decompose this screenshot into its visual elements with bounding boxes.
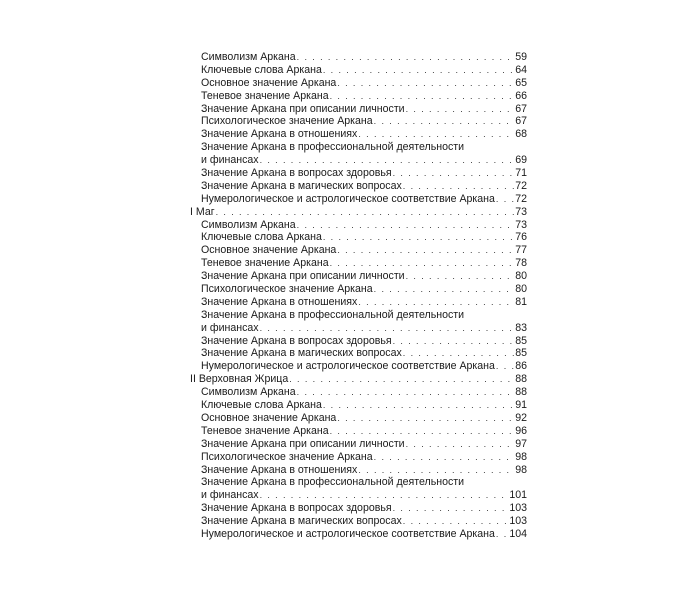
toc-entry-title: Ключевые слова Аркана	[201, 231, 322, 244]
toc-entry[interactable]	[190, 515, 527, 528]
dot-leader	[260, 154, 514, 167]
toc-entry[interactable]	[190, 399, 527, 412]
dot-leader	[403, 347, 514, 360]
toc-entry-title: Нумерологическое и астрологическое соответствие Аркана	[201, 527, 495, 540]
dot-leader	[358, 296, 514, 309]
toc-entry-title: Значение Аркана в вопросах здоровья	[201, 334, 392, 347]
dot-leader	[330, 257, 514, 270]
toc-page-number: 67	[515, 102, 527, 115]
toc-entry-title: Значение Аркана в магических вопросах	[201, 515, 402, 528]
toc-page-number: 97	[515, 437, 527, 450]
toc-page-number: 77	[515, 244, 527, 257]
toc-entry-title: Символизм Аркана	[201, 51, 296, 63]
toc-entry[interactable]	[190, 77, 527, 90]
toc-entry[interactable]	[190, 128, 527, 141]
toc-page-number: 83	[515, 321, 527, 334]
toc-page-number: 81	[515, 295, 527, 308]
dot-leader	[403, 180, 514, 193]
dot-leader	[393, 167, 514, 180]
dot-leader	[260, 489, 509, 502]
toc-entry-title: Значение Аркана в вопросах здоровья	[201, 167, 392, 180]
toc-page-number: 78	[515, 257, 527, 270]
toc-entry-title: Теневое значение Аркана	[201, 257, 329, 270]
toc-entry-title: Значение Аркана в отношениях	[201, 463, 358, 476]
toc-entry[interactable]	[190, 502, 527, 515]
toc-page-number: 67	[515, 115, 527, 128]
dot-leader	[406, 103, 514, 116]
dot-leader	[496, 360, 514, 373]
toc-page-number: 98	[515, 463, 527, 476]
toc-entry[interactable]	[190, 244, 527, 257]
dot-leader	[403, 515, 509, 528]
dot-leader	[323, 231, 514, 244]
toc-page-number: 85	[515, 334, 527, 347]
toc-entry-title: Значение Аркана при описании личности	[201, 102, 405, 115]
toc-entry-title: Основное значение Аркана	[201, 411, 337, 424]
toc-entry[interactable]	[190, 154, 527, 167]
dot-leader	[323, 64, 514, 77]
dot-leader	[496, 528, 508, 541]
toc-entry[interactable]	[190, 64, 527, 77]
toc-entry-title: Значение Аркана в профессиональной деятельности	[201, 476, 465, 489]
toc-page-number: 76	[515, 231, 527, 244]
toc-entry[interactable]	[190, 115, 527, 128]
toc-chapter-title: I Маг	[190, 205, 215, 218]
toc-page-number: 103	[509, 515, 527, 528]
toc-page-number: 72	[515, 192, 527, 205]
toc-page-number: 71	[515, 167, 527, 180]
toc-entry-title: Значение Аркана в вопросах здоровья	[201, 502, 392, 515]
toc-page-number: 59	[515, 51, 527, 63]
toc-entry-title-line[interactable]	[190, 309, 527, 322]
toc-page-number: 88	[515, 373, 527, 386]
toc-entry-title: Нумерологическое и астрологическое соответствие Аркана	[201, 360, 495, 373]
toc-entry[interactable]	[190, 231, 527, 244]
dot-leader	[216, 206, 514, 219]
dot-leader	[289, 373, 514, 386]
toc-page-number: 96	[515, 424, 527, 437]
toc-entry-title: Теневое значение Аркана	[201, 89, 329, 102]
dot-leader	[358, 128, 514, 141]
toc-entry[interactable]	[190, 270, 527, 283]
dot-leader	[297, 51, 514, 64]
toc-page-number: 69	[515, 154, 527, 167]
toc-page-number: 88	[515, 386, 527, 399]
dot-leader	[337, 77, 514, 90]
toc-chapter-title: II Верховная Жрица	[190, 373, 289, 386]
dot-leader	[406, 438, 514, 451]
toc-entry-title: Основное значение Аркана	[201, 244, 337, 257]
table-of-contents	[190, 51, 527, 541]
toc-entry-title-line[interactable]	[190, 476, 527, 489]
dot-leader	[374, 115, 514, 128]
toc-entry-title: Ключевые слова Аркана	[201, 399, 322, 412]
toc-page-number: 73	[515, 218, 527, 231]
dot-leader	[406, 270, 514, 283]
toc-page-number: 104	[509, 527, 527, 540]
toc-entry-title: и финансах	[201, 154, 259, 167]
toc-page-number: 86	[515, 360, 527, 373]
dot-leader	[374, 283, 514, 296]
toc-entry[interactable]	[190, 451, 527, 464]
toc-page-number: 92	[515, 411, 527, 424]
toc-entry[interactable]	[190, 425, 527, 438]
toc-entry-title: Значение Аркана при описании личности	[201, 270, 405, 283]
toc-entry[interactable]	[190, 347, 527, 360]
dot-leader	[337, 412, 514, 425]
toc-entry-title: Значение Аркана в отношениях	[201, 128, 358, 141]
toc-entry[interactable]	[190, 51, 527, 64]
toc-entry-title: Психологическое значение Аркана	[201, 115, 373, 128]
toc-entry[interactable]	[190, 219, 527, 232]
toc-entry-title: Значение Аркана в отношениях	[201, 295, 358, 308]
toc-entry[interactable]	[190, 257, 527, 270]
toc-entry-title: и финансах	[201, 321, 259, 334]
dot-leader	[323, 399, 514, 412]
dot-leader	[393, 502, 509, 515]
toc-entry[interactable]	[190, 180, 527, 193]
dot-leader	[337, 244, 514, 257]
dot-leader	[496, 193, 514, 206]
toc-entry-title: Символизм Аркана	[201, 386, 296, 399]
toc-page-number: 65	[515, 76, 527, 89]
toc-page-number: 73	[515, 205, 527, 218]
toc-entry-title: Значение Аркана в магических вопросах	[201, 347, 402, 360]
toc-page-number: 64	[515, 63, 527, 76]
toc-entry-title: Значение Аркана при описании личности	[201, 437, 405, 450]
toc-entry[interactable]	[190, 167, 527, 180]
toc-chapter[interactable]	[190, 373, 527, 386]
toc-page-number: 72	[515, 179, 527, 192]
dot-leader	[393, 335, 514, 348]
toc-entry[interactable]	[190, 386, 527, 399]
toc-entry-title: Значение Аркана в магических вопросах	[201, 179, 402, 192]
dot-leader	[374, 451, 514, 464]
toc-page-number: 68	[515, 128, 527, 141]
toc-entry[interactable]	[190, 193, 527, 206]
toc-entry[interactable]	[190, 464, 527, 477]
toc-entry-title: Нумерологическое и астрологическое соответствие Аркана	[201, 192, 495, 205]
toc-entry-title: Значение Аркана в профессиональной деятельности	[201, 141, 465, 154]
toc-entry-title: Психологическое значение Аркана	[201, 450, 373, 463]
toc-entry[interactable]	[190, 296, 527, 309]
toc-entry[interactable]	[190, 322, 527, 335]
toc-entry-title: Основное значение Аркана	[201, 76, 337, 89]
toc-page-number: 80	[515, 270, 527, 283]
toc-page-number: 66	[515, 89, 527, 102]
toc-page-number: 98	[515, 450, 527, 463]
toc-entry[interactable]	[190, 489, 527, 502]
toc-entry[interactable]	[190, 528, 527, 541]
toc-entry-title: Теневое значение Аркана	[201, 424, 329, 437]
dot-leader	[330, 90, 514, 103]
toc-entry[interactable]	[190, 335, 527, 348]
toc-page-number: 103	[509, 502, 527, 515]
toc-entry[interactable]	[190, 283, 527, 296]
toc-entry[interactable]	[190, 90, 527, 103]
toc-entry[interactable]	[190, 360, 527, 373]
dot-leader	[297, 386, 514, 399]
toc-page-number: 101	[509, 489, 527, 502]
toc-entry-title: Ключевые слова Аркана	[201, 63, 322, 76]
dot-leader	[297, 219, 514, 232]
toc-page-number: 85	[515, 347, 527, 360]
toc-entry[interactable]	[190, 438, 527, 451]
toc-entry-title: Значение Аркана в профессиональной деятельности	[201, 308, 465, 321]
dot-leader	[330, 425, 514, 438]
toc-entry-title: Символизм Аркана	[201, 218, 296, 231]
toc-entry[interactable]	[190, 103, 527, 116]
toc-page-number: 91	[515, 399, 527, 412]
toc-entry-title-line[interactable]	[190, 141, 527, 154]
dot-leader	[358, 464, 514, 477]
toc-entry[interactable]	[190, 412, 527, 425]
toc-page-number: 80	[515, 283, 527, 296]
dot-leader	[260, 322, 514, 335]
toc-entry-title: и финансах	[201, 489, 259, 502]
toc-entry-title: Психологическое значение Аркана	[201, 283, 373, 296]
toc-chapter[interactable]	[190, 206, 527, 219]
